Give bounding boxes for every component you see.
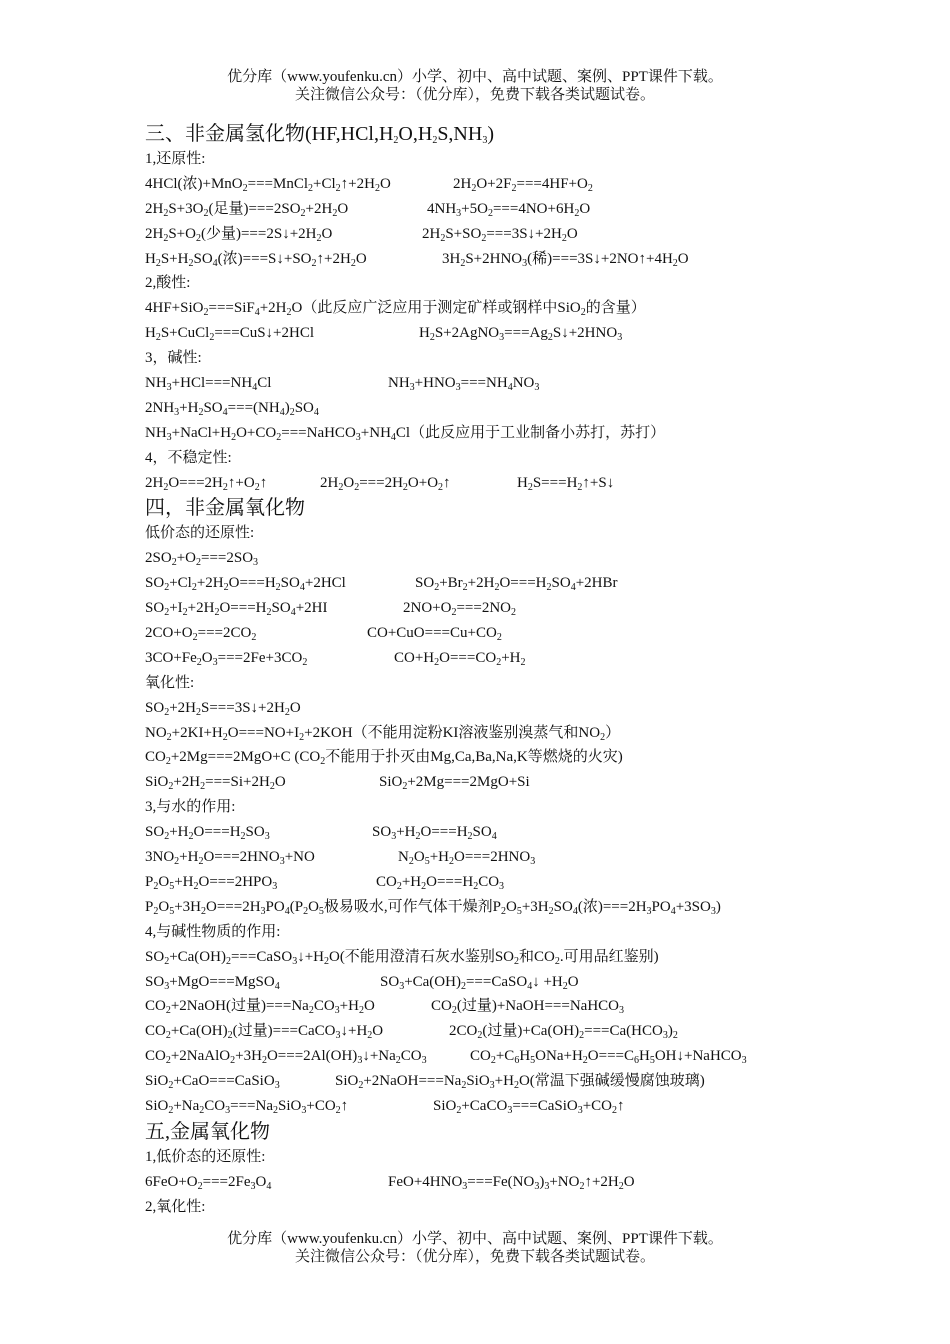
line-text: 1,还原性:	[145, 151, 206, 167]
footer-line-2: 关注微信公众号：（优分库），免费下载各类试题试卷。	[294, 1249, 655, 1265]
text-line	[145, 795, 805, 820]
line-text: 2,酸性:	[145, 275, 191, 292]
line-text: $2SO_2+O_2===2SO_3$	[145, 550, 259, 569]
text-line	[145, 920, 805, 945]
line-text-second-column: $NH_3+HNO_3===NH_4NO_3$	[388, 375, 540, 394]
text-line	[145, 895, 805, 920]
text-line	[145, 172, 805, 197]
line-text-second-column: $N_2O_5+H_2O===2HNO_3$	[398, 849, 536, 868]
line-text-second-column: $2H_2S+SO_2===3S↓+2H_2O$	[422, 225, 578, 244]
text-line	[145, 970, 805, 995]
footer-line-1: 优分库（www.youfenku.cn）小学、初中、高中试题、案例、PPT课件下载。	[227, 1231, 723, 1247]
line-text-second-column: $2H_2O_2===2H_2O+O_2↑$	[320, 474, 451, 493]
line-text: $NO_2+2KI+H_2O===NO+I_2+2KOH$（不能用淀粉KI溶液鉴别溴蒸气和$NO_2$）	[145, 724, 621, 743]
text-line	[145, 271, 805, 296]
text-line	[145, 770, 805, 795]
line-text: $NH_3+NaCl+H_2O+CO_2===NaHCO_3+NH_4Cl$（此反应用于工业制备小苏打，苏打）	[145, 424, 666, 443]
line-text: $3NO_2+H_2O===2HNO_3+NO$	[145, 849, 315, 868]
page-header	[0, 68, 950, 104]
text-line	[145, 247, 805, 272]
text-line	[145, 147, 805, 172]
text-line	[145, 471, 805, 496]
line-text: $2H_2S+3O_2$(足量)$===2SO_2+2H_2O$	[145, 200, 349, 219]
line-text: 低价态的还原性:	[145, 525, 255, 542]
line-text: 4，不稳定性:	[145, 449, 232, 466]
line-text: SiO$_2$+CaO===CaSiO$_3$	[145, 1073, 280, 1092]
line-text: 3，碱性:	[145, 350, 202, 367]
line-text: $SO_2+H_2O===H_2SO_3$	[145, 824, 270, 843]
line-text: $2NH_3+H_2SO_4===(NH_4)_2SO_4$	[145, 399, 319, 418]
line-text: $SO_2+2H_2S===3S↓+2H_2O$	[145, 699, 301, 718]
text-line	[145, 1195, 805, 1220]
line-text: $SO_2+Cl_2+2H_2O===H_2SO_4+2HCl$	[145, 575, 346, 594]
line-text: 四，非金属氧化物	[145, 497, 305, 520]
text-line	[145, 396, 805, 421]
text-line	[145, 721, 805, 746]
text-line	[145, 845, 805, 870]
header-line-1: 优分库（www.youfenku.cn）小学、初中、高中试题、案例、PPT课件下载。	[227, 69, 723, 85]
text-line	[145, 446, 805, 471]
line-text: $P_2O_5+H_2O===2HPO_3$	[145, 873, 278, 892]
text-line	[145, 1094, 805, 1119]
line-text: $CO_2+Ca(OH)_2$(过量)$===CaCO_3↓+H_2O$	[145, 1023, 384, 1042]
section-heading	[145, 1119, 805, 1145]
line-text: $SiO_2+2H_2===Si+2H_2O$	[145, 774, 286, 793]
text-line	[145, 1019, 805, 1044]
line-text-second-column: $H_2S+2AgNO_3===Ag_2S↓+2HNO_3$	[419, 325, 623, 344]
line-text: 氧化性:	[145, 674, 195, 691]
line-text-third-column: $H_2S===H_2↑+S↓$	[517, 474, 615, 493]
line-text-second-column: $CO+CuO===Cu+CO_2$	[367, 625, 502, 644]
line-text-second-column: $CO+H_2O===CO_2+H_2$	[394, 649, 526, 668]
line-text: $6FeO+O_2===2Fe_3O_4$	[145, 1173, 272, 1192]
line-text-second-column: $CO_2$(过量)+NaOH===NaHCO$_3$	[431, 998, 624, 1017]
text-line	[145, 421, 805, 446]
line-text: $2H_2S+O_2$(少量)$===2S↓+2H_2O$	[145, 225, 333, 244]
line-text: $SO_2+I_2+2H_2O===H_2SO_4+2HI$	[145, 600, 328, 619]
page-footer	[0, 1230, 950, 1266]
text-line	[145, 870, 805, 895]
text-line	[145, 671, 805, 696]
line-text: 4HCl(浓)$+MnO_2===MnCl_2+Cl_2↑+2H_2O$	[145, 175, 391, 194]
line-text-second-column: $CO_2+C_6H_5ONa+H_2O===C_6H_5OH↓+NaHCO_3$	[470, 1048, 747, 1067]
line-text: $2H_2O===2H_2↑+O_2↑$	[145, 474, 268, 493]
line-text-second-column: $FeO+4HNO_3===Fe(NO_3)_3+NO_2↑+2H_2O$	[388, 1173, 635, 1192]
text-line	[145, 197, 805, 222]
text-line	[145, 571, 805, 596]
line-text: $H_2S+CuCl_2===CuS↓+2HCl$	[145, 325, 315, 344]
text-line	[145, 1044, 805, 1069]
line-text: 3,与水的作用:	[145, 799, 236, 816]
line-text-second-column: $4NH_3+5O_2===4NO+6H_2O$	[427, 200, 591, 219]
text-line	[145, 371, 805, 396]
line-text: $4HF+SiO_2===SiF_4+2H_2O$（此反应广泛应用于测定矿样或钢样中SiO$_2$的含量）	[145, 300, 646, 319]
line-text: 1,低价态的还原性:	[145, 1148, 266, 1165]
text-line	[145, 621, 805, 646]
line-text: 三、非金属氢化物$(HF,HCl,H_2O,H_2S,NH_3)$	[145, 123, 494, 146]
text-line	[145, 546, 805, 571]
line-text-second-column: $SO_2+Br_2+2H_2O===H_2SO_4+2HBr$	[415, 575, 618, 594]
text-line	[145, 1145, 805, 1170]
text-line	[145, 222, 805, 247]
line-text: $2CO+O_2===2CO_2$	[145, 625, 257, 644]
line-text: 4,与碱性物质的作用:	[145, 923, 281, 940]
text-line	[145, 945, 805, 970]
text-line	[145, 745, 805, 770]
line-text: 2,氧化性:	[145, 1198, 206, 1215]
line-text-second-column: $2NO+O_2===2NO_2$	[403, 600, 517, 619]
line-text: 五,金属氧化物	[145, 1120, 270, 1143]
line-text: $CO_2+2NaOH$(过量)$===Na_2CO_3+H_2O$	[145, 998, 375, 1017]
line-text-second-column: $SO_3+Ca(OH)_2===CaSO_4↓ +H_2O$	[380, 973, 579, 992]
text-line	[145, 820, 805, 845]
line-text-second-column: $2CO_2$(过量)$+Ca(OH)_2===Ca(HCO_3)_2$	[449, 1023, 678, 1042]
line-text-second-column: $CO_2+H_2O===H_2CO_3$	[376, 873, 505, 892]
text-line	[145, 1170, 805, 1195]
section-heading	[145, 121, 805, 147]
line-text: $3CO+Fe_2O_3===2Fe+3CO_2$	[145, 649, 308, 668]
line-text: $P_2O_5+3H_2O===2H_3PO_4(P_2O_5$极易吸水,可作气体干燥剂$P_2O_5+3H_2SO_4$(浓)$===2H_3PO_4+3SO_3$)	[145, 898, 721, 917]
line-text: $SO_2+Ca(OH)_2===CaSO_3↓+H_2O$(不能用澄清石灰水鉴别$SO_2$和$CO_2$.可用品红鉴别)	[145, 948, 659, 967]
text-line	[145, 1069, 805, 1094]
line-text-second-column: $3H_2S+2HNO_3$(稀)$===3S↓+2NO↑+4H_2O$	[442, 250, 689, 269]
text-line	[145, 696, 805, 721]
text-line	[145, 994, 805, 1019]
line-text-second-column: $SiO_2+CaCO_3===CaSiO_3+CO_2↑$	[433, 1097, 625, 1116]
line-text: $CO_2+2NaAlO_2+3H_2O===2Al(OH)_3↓+Na_2CO_3$	[145, 1048, 427, 1067]
header-line-2: 关注微信公众号：（优分库），免费下载各类试题试卷。	[294, 87, 655, 103]
line-text-second-column: SiO$_2$+2Mg===2MgO+Si	[379, 774, 530, 793]
line-text-second-column: $2H_2O+2F_2===4HF+O_2$	[453, 175, 593, 194]
line-text-second-column: $SiO_2+2NaOH===Na_2SiO_3+H_2O$(常温下强碱缓慢腐蚀玻璃)	[335, 1073, 705, 1092]
text-line	[145, 521, 805, 546]
line-text: $SO_3+MgO===MgSO_4$	[145, 973, 280, 992]
text-line	[145, 646, 805, 671]
line-text-second-column: $SO_3+H_2O===H_2SO_4$	[372, 824, 497, 843]
line-text: $NH_3+HCl===NH_4Cl$	[145, 375, 272, 394]
section-heading	[145, 495, 805, 521]
text-line	[145, 596, 805, 621]
text-line	[145, 321, 805, 346]
text-line	[145, 296, 805, 321]
line-text: $CO_2+2Mg===2MgO+C$ ($CO_2$不能用于扑灭由Mg,Ca,Ba,Na,K等燃烧的火灾)	[145, 749, 623, 768]
document-body	[145, 121, 805, 1220]
text-line	[145, 346, 805, 371]
line-text: $H_2S+H_2SO_4$(浓)$===S↓+SO_2↑+2H_2O$	[145, 250, 367, 269]
line-text: $SiO_2+Na_2CO_3===Na_2SiO_3+CO_2↑$	[145, 1097, 349, 1116]
